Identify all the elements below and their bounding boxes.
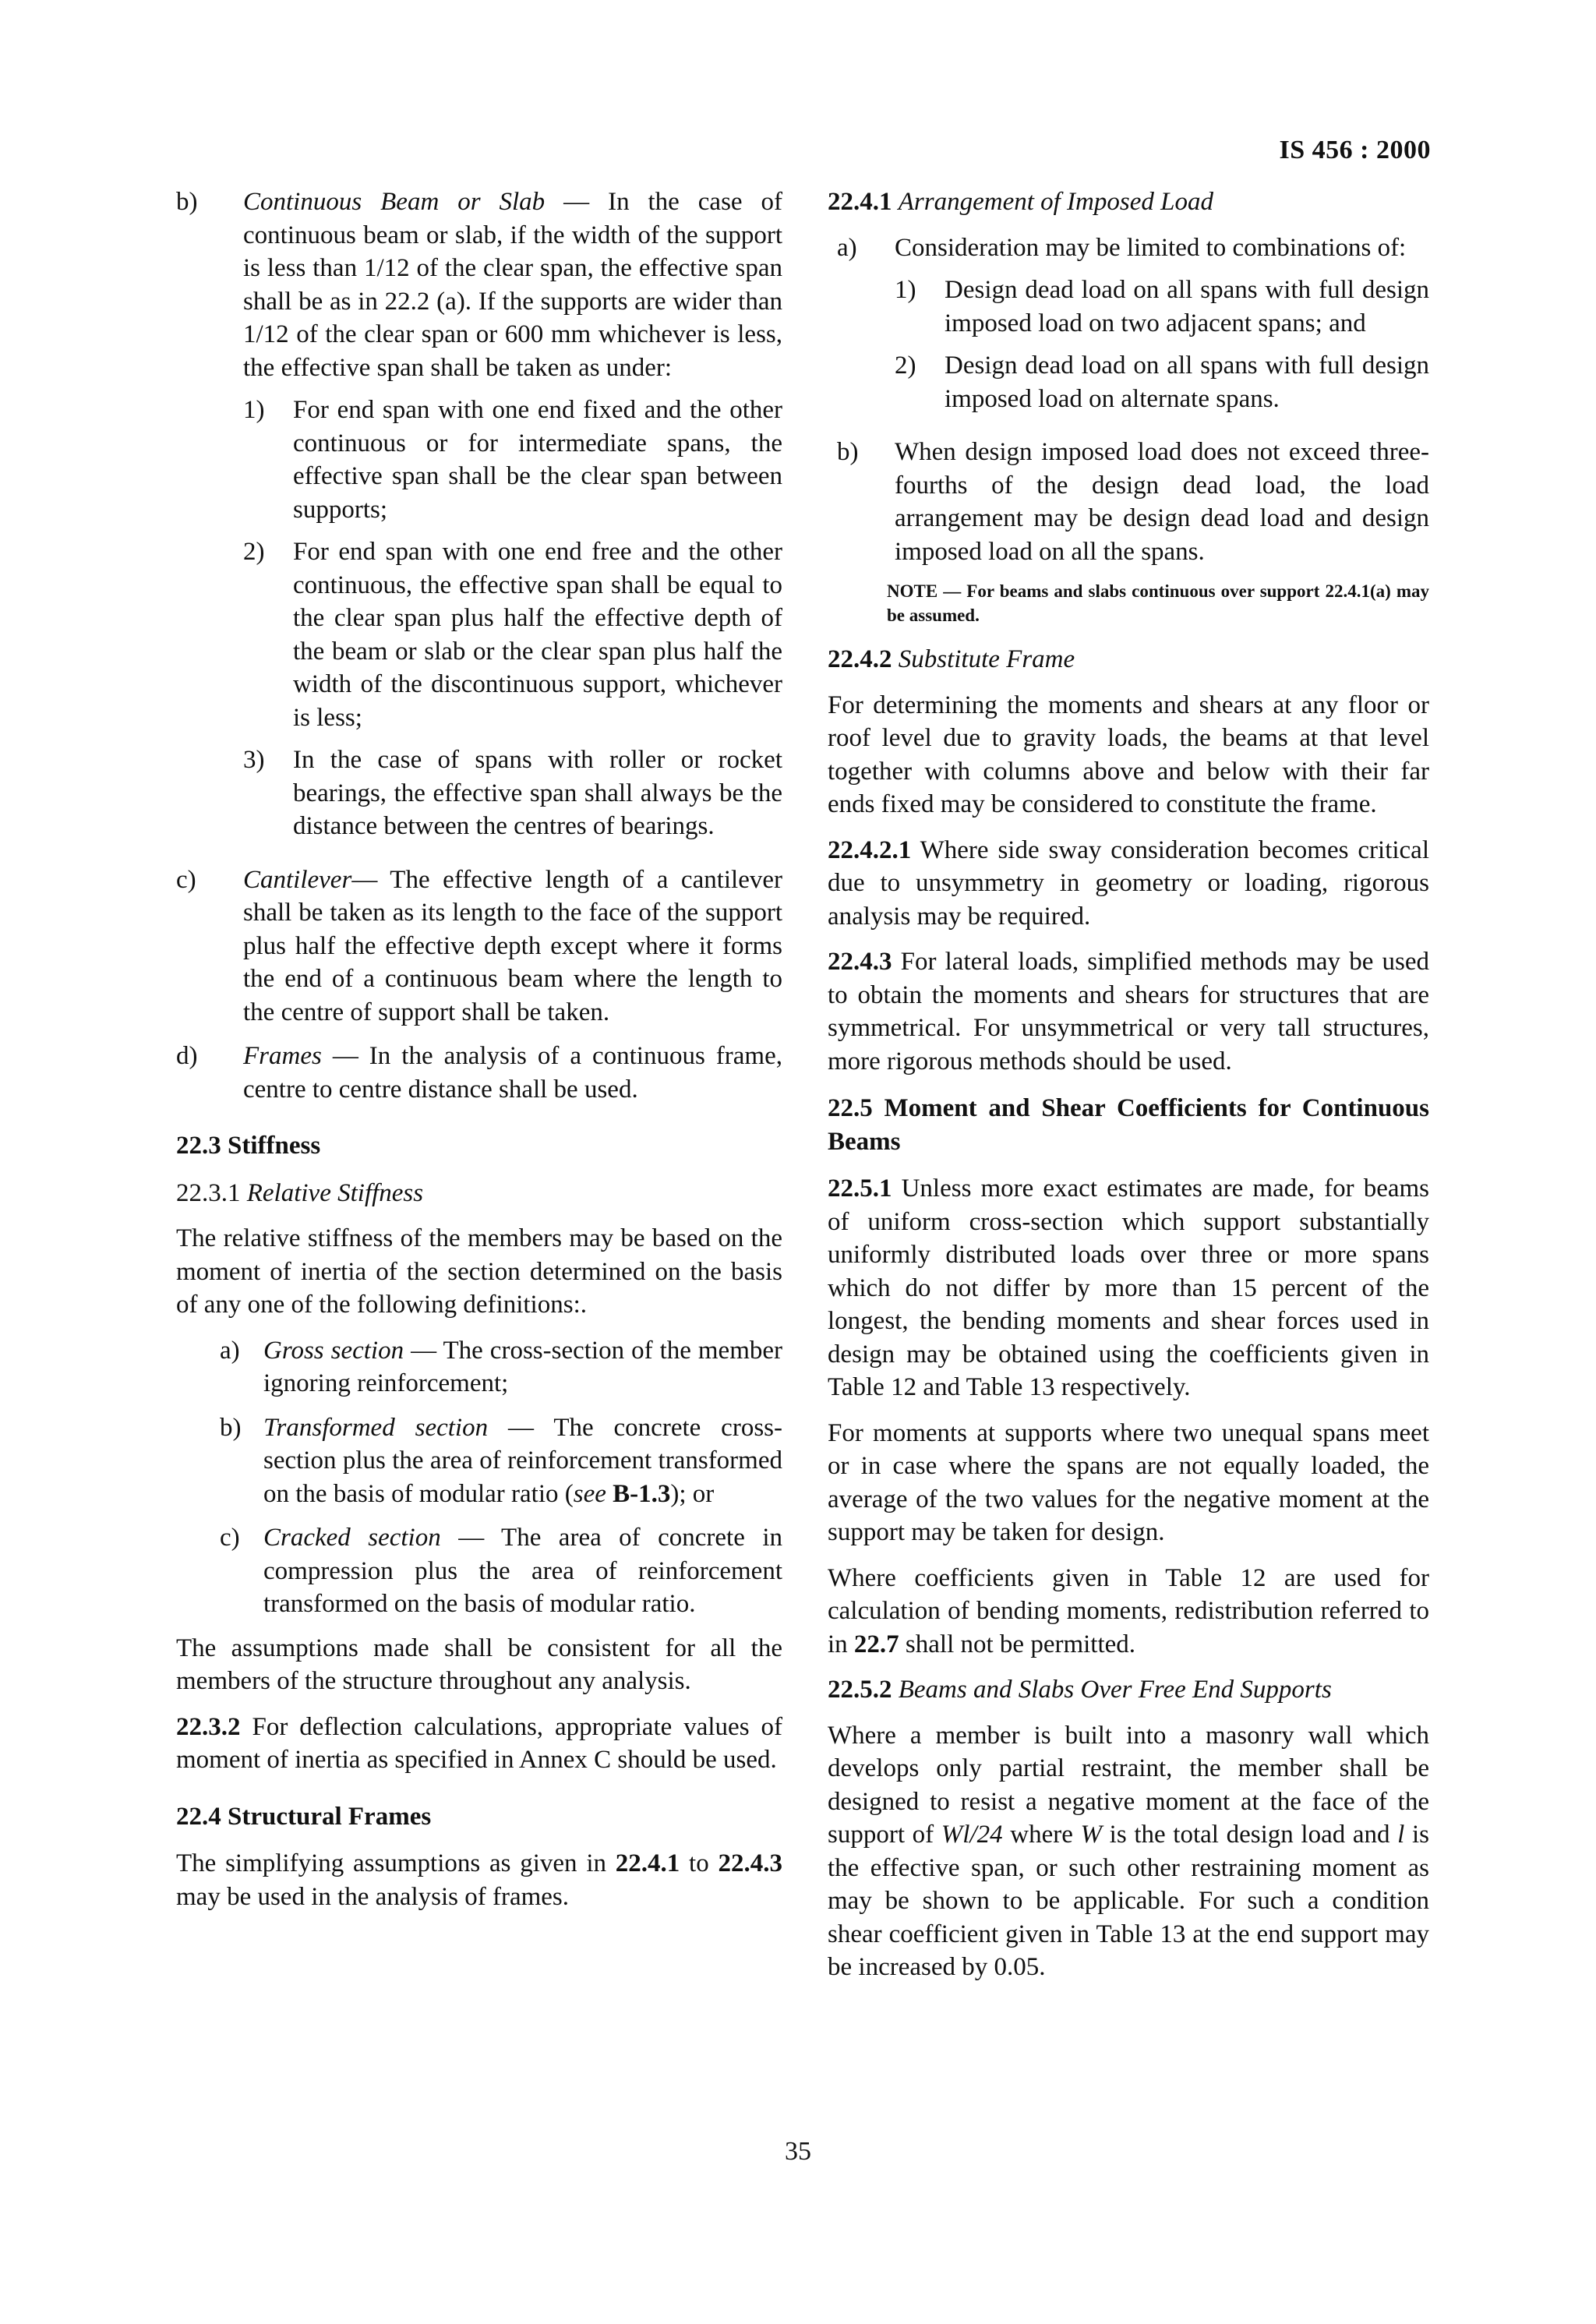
clause-title: Frames <box>243 1042 322 1070</box>
clause-b-imposed-load: b) When design imposed load does not exceed three-fourths of the design dead load, the load arrangement may be design dead load and design imposed load on all the spans. <box>837 438 1429 566</box>
standard-code: IS 456 : 2000 <box>1279 136 1431 164</box>
clause-d-frames <box>176 1040 782 1106</box>
note-text: NOTE — For beams and slabs continuous over support 22.4.1(a) may be assumed. <box>887 581 1429 625</box>
section-heading-22-5: 22.5 Moment and Shear Coefficients for Continuous Beams <box>828 1094 1430 1156</box>
list-marker: c) <box>176 865 196 894</box>
list-marker: b) <box>176 188 198 216</box>
clause-text: — The effective length of a cantilever shall be taken as its length to the face of the support plus half the effective depth except where it forms the end of a continuous beam where the length to the centre of support shall be taken. <box>243 865 782 1026</box>
section-heading-22-4: 22.4 Structural Frames <box>176 1802 432 1831</box>
page-number: 35 <box>785 2137 811 2166</box>
right-column <box>828 185 1429 1997</box>
sub-item-2: 2) Design dead load on all spans with full design imposed load on alternate spans. <box>895 351 1429 413</box>
clause-text: — In the case of continuous beam or slab, if the width of the support is less than 1/12 of the clear span, the effective span shall be as in 22.2 (a). If the supports are wider than 1/12 of the clear span or 600 mm whichever is less, the effective span shall be taken as under: <box>243 188 783 382</box>
sub-item-1: 1) Design dead load on all spans with full design imposed load on two adjacent spans; and <box>895 276 1429 337</box>
paragraph-substitute-frame: For determining the moments and shears at any floor or roof level due to gravity loads, the beams at that level together with columns above and below with their far ends fixed may be considered to constitute the frame. <box>828 690 1429 818</box>
definition-gross-section: a) Gross section — The cross-section of the member ignoring reinforcement; <box>220 1336 782 1397</box>
paragraph-unequal-spans: For moments at supports where two unequal spans meet or in case where the spans are not equally loaded, the average of the two values for the negative moment at the support may be taken for design. <box>828 1418 1429 1546</box>
clause-a-combinations: a) Consideration may be limited to combinations of: 1) Design dead load on all spans with full design imposed load on two adjacent spans; and 2) Design dead load on all spans with full design imposed load on alternate spans. <box>837 231 1429 426</box>
clause-22-3-2: 22.3.2 For deflection calculations, appropriate values of moment of inertia as specified in Annex C should be used. <box>176 1712 782 1774</box>
paragraph-redistribution: Where coefficients given in Table 12 are used for calculation of bending moments, redistribution referred to in 22.7 shall not be permitted. <box>828 1563 1429 1658</box>
sub-item-1: 1) For end span with one end fixed and the other continuous or for intermediate spans, the effective span shall be the clear span between supports; <box>243 396 782 524</box>
subsection-heading-22-4-1: 22.4.1 Arrangement of Imposed Load <box>828 188 1213 216</box>
paragraph-relative-stiffness: The relative stiffness of the members may be based on the moment of inertia of the section determined on the basis of any one of the following definitions:. <box>176 1224 782 1319</box>
paragraph-simplifying-assumptions: The simplifying assumptions as given in 22.4.1 to 22.4.3 may be used in the analysis of frames. <box>176 1849 782 1911</box>
definition-cracked-section: c) Cracked section — The area of concrete in compression plus the area of reinforcement transformed on the basis of modular ratio. <box>220 1524 782 1618</box>
section-heading-22-3: 22.3 Stiffness <box>176 1132 321 1160</box>
clause-c-cantilever <box>176 864 782 1030</box>
subsection-heading-22-5-2: 22.5.2 Beams and Slabs Over Free End Supports <box>828 1676 1332 1704</box>
definition-transformed-section: b) Transformed section — The concrete cross-section plus the area of reinforcement transformed on the basis of modular ratio (see B-1.3); or <box>220 1413 782 1508</box>
sub-item-3: 3) In the case of spans with roller or rocket bearings, the effective span shall always be the distance between the centres of bearings. <box>243 746 782 840</box>
sub-item-2: 2) For end span with one end free and the other continuous, the effective span shall be equal to the clear span plus half the effective depth of the beam or slab or the clear span plus half the width of the discontinuous support, whichever is less; <box>243 538 782 732</box>
paragraph-masonry-wall: Where a member is built into a masonry wall which develops only partial restraint, the member shall be designed to resist a negative moment at the face of the support of Wl/24 where W is the total design load and l is the effective span, or such other restraining moment as may be shown to be applicable. For such a condition shear coefficient given in Table 13 at the end support may be increased by 0.05. <box>828 1721 1429 1981</box>
list-marker: d) <box>176 1042 198 1070</box>
clause-22-5-1: 22.5.1 Unless more exact estimates are made, for beams of uniform cross-section which support substantially uniformly distributed loads over three or more spans which do not differ by more than 15 percent of the longest, the bending moments and shear forces used in design may be obtained using the coefficients given in Table 12 and Table 13 respectively. <box>828 1174 1429 1401</box>
clause-title: Cantilever <box>243 865 352 894</box>
clause-b-continuous-beam <box>176 185 782 853</box>
subsection-heading-22-4-2: 22.4.2 Substitute Frame <box>828 645 1075 673</box>
left-column <box>176 185 782 1926</box>
clause-22-4-3: 22.4.3 For lateral loads, simplified methods may be used to obtain the moments and shears for structures that are symmetrical. For unsymmetrical or very tall structures, more rigorous methods should be used. <box>828 948 1429 1075</box>
clause-text: — In the analysis of a continuous frame, centre to centre distance shall be used. <box>243 1042 782 1104</box>
paragraph-assumptions: The assumptions made shall be consistent for all the members of the structure throughout any analysis. <box>176 1634 782 1695</box>
subsection-heading-22-3-1: 22.3.1 Relative Stiffness <box>176 1178 424 1207</box>
clause-22-4-2-1: 22.4.2.1 Where side sway consideration becomes critical due to unsymmetry in geometry or loading, rigorous analysis may be required. <box>828 835 1429 931</box>
clause-title: Continuous Beam or Slab <box>243 188 546 216</box>
